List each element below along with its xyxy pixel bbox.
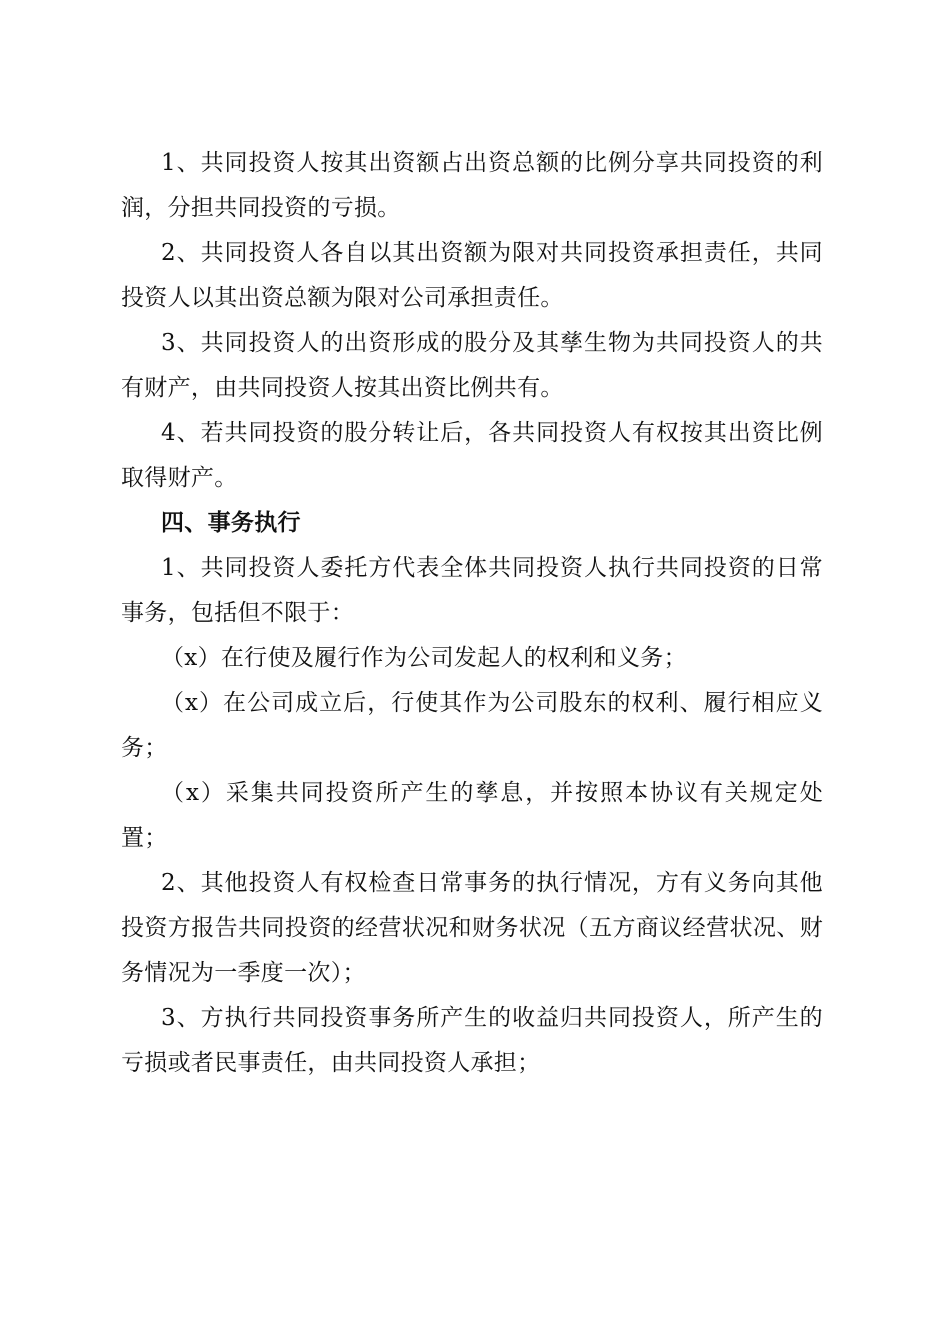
paragraph-10: 3、方执行共同投资事务所产生的收益归共同投资人，所产生的亏损或者民事责任，由共同投资人承担； bbox=[121, 1005, 823, 1076]
paragraph-2: 2、共同投资人各自以其出资额为限对共同投资承担责任，共同投资人以其出资总额为限对公司承担责任。 bbox=[121, 240, 823, 311]
paragraph-7: （x）在公司成立后，行使其作为公司股东的权利、履行相应义务； bbox=[121, 690, 823, 761]
section-heading: 四、事务执行 bbox=[161, 510, 301, 536]
paragraph-1: 1、共同投资人按其出资额占出资总额的比例分享共同投资的利润，分担共同投资的亏损。 bbox=[121, 150, 823, 221]
paragraph-9: 2、其他投资人有权检查日常事务的执行情况，方有义务向其他投资方报告共同投资的经营状况和财务状况（五方商议经营状况、财务情况为一季度一次）； bbox=[121, 870, 823, 986]
paragraph-8: （x）采集共同投资所产生的孳息，并按照本协议有关规定处置； bbox=[121, 780, 823, 851]
paragraph-5: 1、共同投资人委托方代表全体共同投资人执行共同投资的日常事务，包括但不限于： bbox=[121, 555, 823, 626]
document-body bbox=[121, 141, 823, 1086]
paragraph-4: 4、若共同投资的股分转让后，各共同投资人有权按其出资比例取得财产。 bbox=[121, 420, 823, 491]
paragraph-6: （x）在行使及履行作为公司发起人的权利和义务； bbox=[161, 645, 687, 671]
paragraph-3: 3、共同投资人的出资形成的股分及其孳生物为共同投资人的共有财产，由共同投资人按其出资比例共有。 bbox=[121, 330, 823, 401]
